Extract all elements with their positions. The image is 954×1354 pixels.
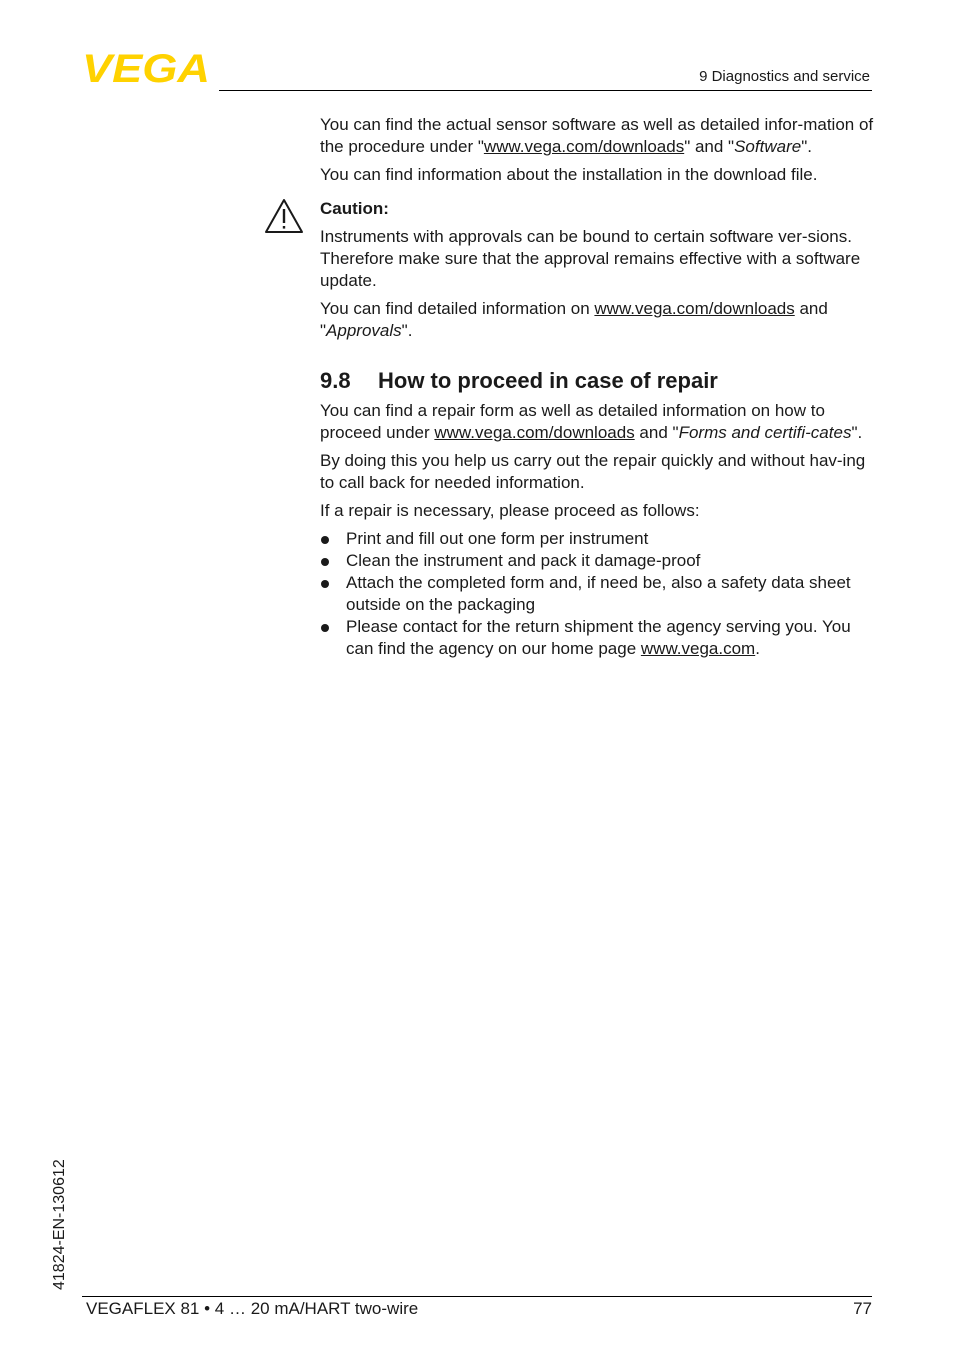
caution-approvals-paragraph: You can find detailed information on www.vega.com/downloads and "Approvals". bbox=[320, 299, 828, 340]
footer-product-name: VEGAFLEX 81 • 4 … 20 mA/HART two-wire bbox=[86, 1299, 419, 1318]
caution-text: Instruments with approvals can be bound to certain software ver-sions. Therefore make sure that the approval remains effective with a software update. bbox=[320, 227, 861, 290]
downloads-link[interactable]: www.vega.com/downloads bbox=[483, 137, 685, 156]
repair-downloads-link[interactable]: www.vega.com/downloads bbox=[434, 423, 635, 442]
list-item: Clean the instrument and pack it damage-proof bbox=[320, 550, 875, 572]
header-section-title: 9 Diagnostics and service bbox=[699, 68, 870, 85]
list-item: Attach the completed form and, if need be, also a safety data sheet outside on the packaging bbox=[320, 572, 875, 616]
document-code: 41824-EN-130612 bbox=[51, 1159, 68, 1290]
caution-block bbox=[320, 198, 875, 342]
list-item: Please contact for the return shipment the agency serving you. You can find the agency on our home page www.vega.com. bbox=[320, 616, 875, 660]
caution-title: Caution: bbox=[320, 199, 389, 218]
section-title: How to proceed in case of repair bbox=[378, 368, 718, 393]
bullet-icon bbox=[321, 624, 329, 632]
repair-help-paragraph: By doing this you help us carry out the repair quickly and without hav-ing to call back for needed information. bbox=[320, 451, 866, 492]
repair-steps-list bbox=[320, 528, 875, 660]
svg-text:VEGA: VEGA bbox=[82, 52, 210, 84]
approvals-downloads-link[interactable]: www.vega.com/downloads bbox=[594, 299, 795, 318]
header-divider bbox=[219, 90, 872, 91]
bullet-icon bbox=[321, 580, 329, 588]
bullet-icon bbox=[321, 558, 329, 566]
homepage-link[interactable]: www.vega.com bbox=[640, 639, 756, 658]
section-number: 9.8 bbox=[320, 368, 351, 393]
section-heading bbox=[320, 368, 875, 394]
intro-paragraph-software: You can find the actual sensor software as well as detailed infor-mation of the procedure under "www.vega.com/downloads" and "Software". bbox=[320, 115, 874, 156]
warning-triangle-icon bbox=[264, 198, 304, 234]
repair-steps-intro: If a repair is necessary, please proceed as follows: bbox=[320, 501, 700, 520]
footer-divider bbox=[82, 1296, 872, 1297]
repair-form-paragraph: You can find a repair form as well as detailed information on how to proceed under www.vega.com/downloads and "Forms and certifi-cates". bbox=[320, 401, 863, 442]
vega-logo bbox=[82, 52, 212, 84]
list-item: Print and fill out one form per instrument bbox=[320, 528, 875, 550]
intro-paragraph-installation: You can find information about the installation in the download file. bbox=[320, 165, 818, 184]
main-content bbox=[320, 114, 875, 660]
bullet-icon bbox=[321, 536, 329, 544]
page-number: 77 bbox=[853, 1299, 872, 1318]
